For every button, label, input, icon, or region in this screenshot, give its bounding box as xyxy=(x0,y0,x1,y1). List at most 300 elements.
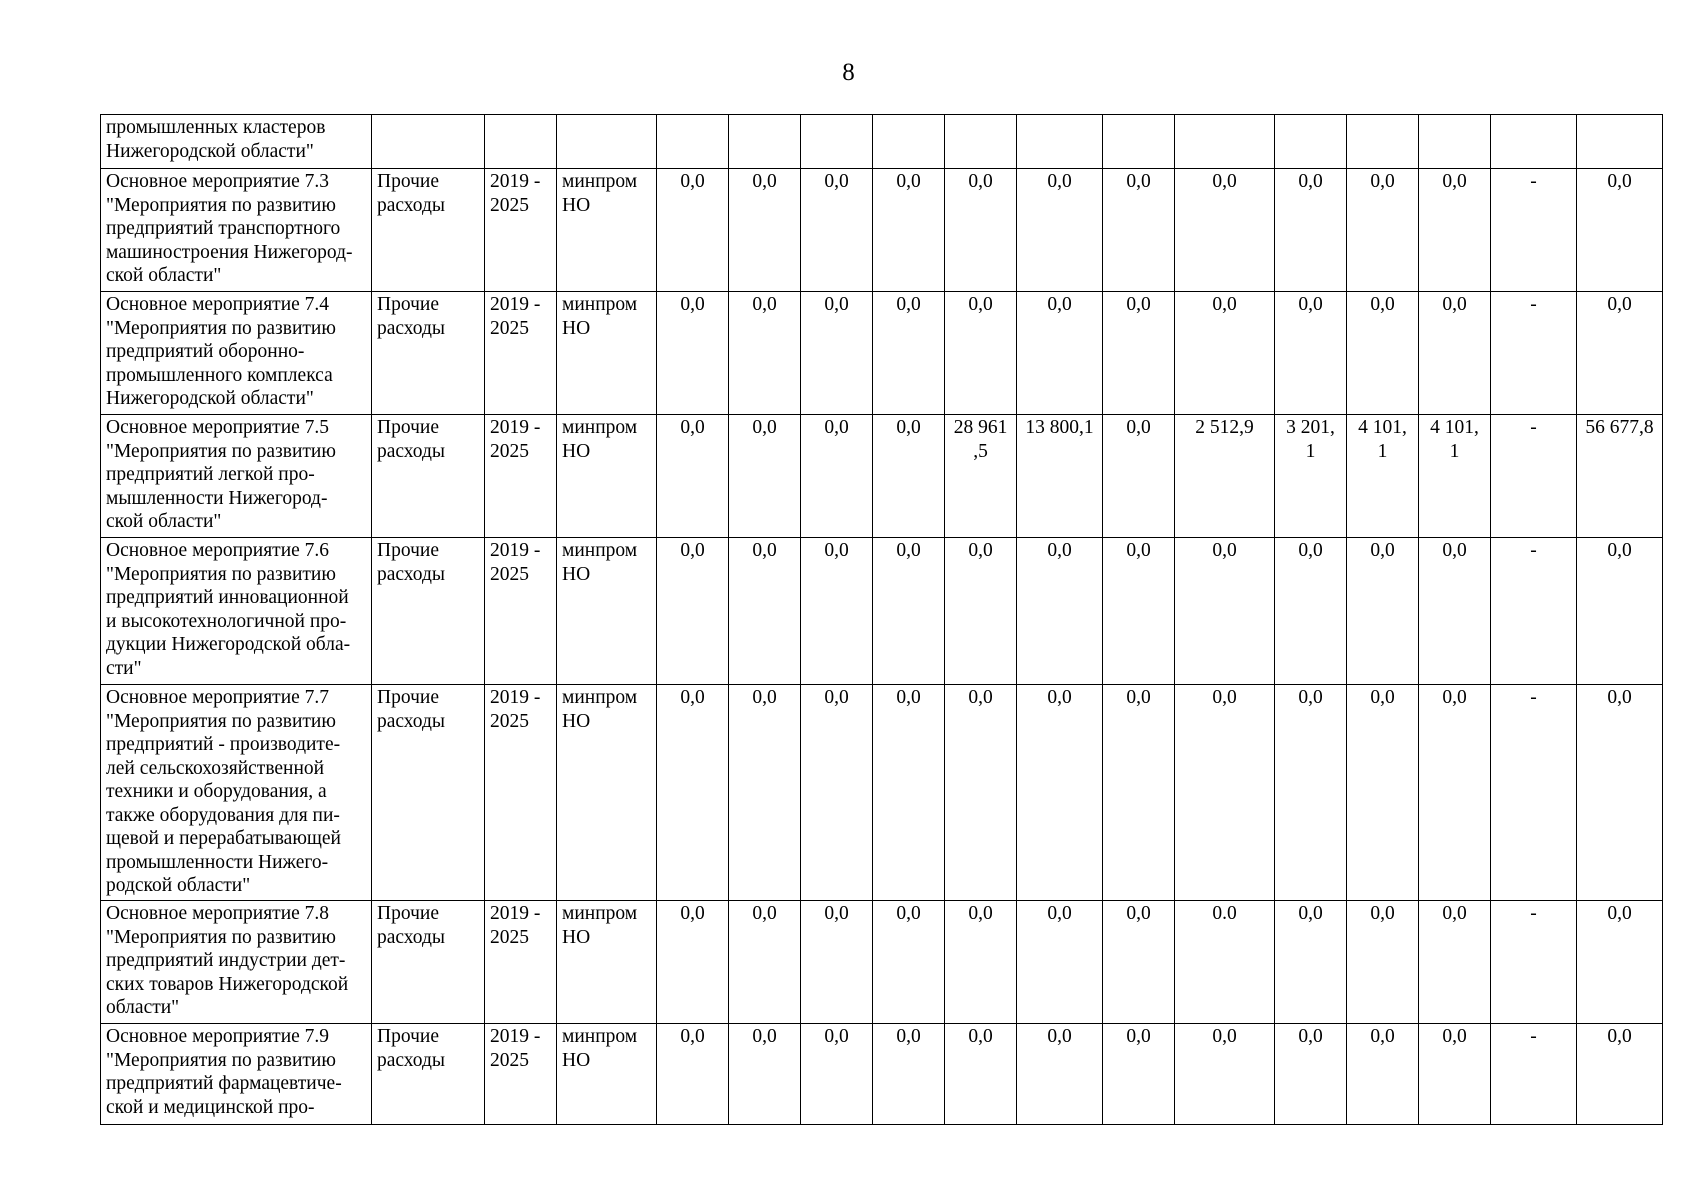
value-cell xyxy=(1419,415,1491,538)
cell-line: 2019 - xyxy=(490,687,541,708)
cell-line: промышленного комплекса xyxy=(106,364,333,386)
cell-line: 2019 - xyxy=(490,903,541,924)
value-cell xyxy=(729,1024,801,1125)
cell-line: области" xyxy=(106,997,180,1018)
cell-line: расходы xyxy=(377,926,446,948)
cell-line: 0,0 xyxy=(1298,1026,1323,1047)
expense-type-cell xyxy=(372,415,485,538)
period-cell xyxy=(485,1024,557,1125)
cell-line: 0,0 xyxy=(1212,540,1237,561)
cell-line: 0,0 xyxy=(680,687,705,708)
value-cell xyxy=(1275,415,1347,538)
activity-name-cell xyxy=(101,292,372,415)
value-cell xyxy=(729,685,801,901)
cell-line: 4 101, xyxy=(1430,417,1479,438)
cell-line: 0,0 xyxy=(896,540,921,561)
value-cell xyxy=(1347,292,1419,415)
value-cell xyxy=(657,685,729,901)
value-cell xyxy=(1491,169,1577,292)
cell-line: 0,0 xyxy=(896,1026,921,1047)
value-cell xyxy=(1347,685,1419,901)
table-row xyxy=(101,685,1663,901)
value-cell xyxy=(657,538,729,685)
cell-line: 0,0 xyxy=(752,171,777,192)
expense-type-cell xyxy=(372,292,485,415)
cell-line: 0,0 xyxy=(1370,1026,1395,1047)
table-row xyxy=(101,169,1663,292)
executor-cell xyxy=(557,685,657,901)
value-cell xyxy=(729,415,801,538)
cell-line: 0,0 xyxy=(1126,1026,1151,1047)
table-row xyxy=(101,901,1663,1024)
value-cell xyxy=(873,538,945,685)
value-cell xyxy=(1347,1024,1419,1125)
value-cell xyxy=(873,685,945,901)
value-cell xyxy=(729,292,801,415)
cell-line: 0,0 xyxy=(1126,903,1151,924)
value-cell xyxy=(1577,415,1663,538)
value-cell xyxy=(1347,169,1419,292)
cell-line: минпром xyxy=(562,687,638,708)
table-row xyxy=(101,292,1663,415)
cell-line: 1 xyxy=(1449,440,1460,462)
value-cell xyxy=(657,169,729,292)
cell-line: 0,0 xyxy=(1126,687,1151,708)
value-cell xyxy=(1419,538,1491,685)
executor-cell xyxy=(557,292,657,415)
cell-line: лей сельскохозяйственной xyxy=(106,757,325,779)
cell-line: "Мероприятия по развитию xyxy=(106,926,336,948)
value-cell xyxy=(801,538,873,685)
value-cell xyxy=(801,901,873,1024)
cell-line: 0,0 xyxy=(1607,1026,1632,1047)
activity-name-cell xyxy=(101,685,372,901)
value-cell xyxy=(1347,115,1419,169)
expense-type-cell xyxy=(372,115,485,169)
cell-line: - xyxy=(1530,687,1537,708)
value-cell xyxy=(1275,1024,1347,1125)
executor-cell xyxy=(557,169,657,292)
cell-line: 0,0 xyxy=(752,417,777,438)
cell-line: 0,0 xyxy=(1442,171,1467,192)
cell-line: 0,0 xyxy=(1442,1026,1467,1047)
value-cell xyxy=(1175,685,1275,901)
cell-line: "Мероприятия по развитию xyxy=(106,194,336,216)
cell-line: минпром xyxy=(562,294,638,315)
value-cell xyxy=(873,415,945,538)
value-cell xyxy=(1275,115,1347,169)
cell-line: 0,0 xyxy=(752,1026,777,1047)
value-cell xyxy=(945,685,1017,901)
value-cell xyxy=(1103,901,1175,1024)
cell-line: ских товаров Нижегородской xyxy=(106,973,349,995)
cell-line: 2019 - xyxy=(490,1026,541,1047)
cell-line: - xyxy=(1530,1026,1537,1047)
value-cell xyxy=(1491,538,1577,685)
value-cell xyxy=(801,169,873,292)
cell-line: 13 800,1 xyxy=(1025,417,1094,438)
value-cell xyxy=(1577,1024,1663,1125)
cell-line: 0,0 xyxy=(1126,417,1151,438)
cell-line: 2025 xyxy=(490,1049,529,1071)
value-cell xyxy=(1577,115,1663,169)
cell-line: 0,0 xyxy=(1298,171,1323,192)
cell-line: мышленности Нижегород- xyxy=(106,487,328,509)
cell-line: также оборудования для пи- xyxy=(106,804,340,826)
value-cell xyxy=(1103,115,1175,169)
executor-cell xyxy=(557,115,657,169)
value-cell xyxy=(945,538,1017,685)
value-cell xyxy=(873,115,945,169)
cell-line: ской области" xyxy=(106,511,222,532)
expense-type-cell xyxy=(372,901,485,1024)
cell-line: 0,0 xyxy=(1370,903,1395,924)
value-cell xyxy=(873,1024,945,1125)
cell-line: 2019 - xyxy=(490,171,541,192)
cell-line: 0,0 xyxy=(1047,687,1072,708)
value-cell xyxy=(1017,538,1103,685)
cell-line: щевой и перерабатывающей xyxy=(106,828,341,849)
cell-line: 0,0 xyxy=(1370,687,1395,708)
cell-line: "Мероприятия по развитию xyxy=(106,710,336,732)
cell-line: 0,0 xyxy=(680,171,705,192)
cell-line: НО xyxy=(562,563,591,585)
value-cell xyxy=(1491,115,1577,169)
value-cell xyxy=(1491,415,1577,538)
value-cell xyxy=(1419,169,1491,292)
cell-line: Основное мероприятие 7.3 xyxy=(106,171,330,192)
cell-line: предприятий оборонно- xyxy=(106,341,305,362)
value-cell xyxy=(801,115,873,169)
cell-line: 0,0 xyxy=(1607,171,1632,192)
cell-line: промышленных кластеров xyxy=(106,117,326,138)
executor-cell xyxy=(557,415,657,538)
cell-line: предприятий фармацевтиче- xyxy=(106,1073,342,1094)
cell-line: 0,0 xyxy=(824,1026,849,1047)
value-cell xyxy=(1419,901,1491,1024)
cell-line: 0,0 xyxy=(680,540,705,561)
cell-line: 0,0 xyxy=(752,294,777,315)
cell-line: НО xyxy=(562,194,591,216)
cell-line: расходы xyxy=(377,194,446,216)
expense-type-cell xyxy=(372,1024,485,1125)
value-cell xyxy=(1419,115,1491,169)
cell-line: ской и медицинской про- xyxy=(106,1096,315,1118)
executor-cell xyxy=(557,901,657,1024)
cell-line: Прочие xyxy=(377,417,439,438)
period-cell xyxy=(485,901,557,1024)
cell-line: минпром xyxy=(562,903,638,924)
cell-line: 0,0 xyxy=(968,171,993,192)
cell-line: - xyxy=(1530,294,1537,315)
value-cell xyxy=(1347,901,1419,1024)
cell-line: 0,0 xyxy=(680,903,705,924)
cell-line: расходы xyxy=(377,317,446,339)
cell-line: - xyxy=(1530,540,1537,561)
table-row xyxy=(101,115,1663,169)
cell-line: 0,0 xyxy=(896,687,921,708)
cell-line: "Мероприятия по развитию xyxy=(106,563,336,585)
value-cell xyxy=(873,901,945,1024)
cell-line: расходы xyxy=(377,563,446,585)
cell-line: Прочие xyxy=(377,171,439,192)
value-cell xyxy=(1017,292,1103,415)
cell-line: 0,0 xyxy=(896,903,921,924)
cell-line: минпром xyxy=(562,1026,638,1047)
cell-line: минпром xyxy=(562,540,638,561)
cell-line: 1 xyxy=(1305,440,1316,462)
value-cell xyxy=(1347,538,1419,685)
cell-line: 0,0 xyxy=(1298,903,1323,924)
cell-line: 0,0 xyxy=(824,294,849,315)
cell-line: 0,0 xyxy=(1370,294,1395,315)
cell-line: 0,0 xyxy=(896,171,921,192)
value-cell xyxy=(945,901,1017,1024)
cell-line: - xyxy=(1530,417,1537,438)
cell-line: 0,0 xyxy=(1047,540,1072,561)
cell-line: 0,0 xyxy=(1607,903,1632,924)
cell-line: 0,0 xyxy=(968,903,993,924)
value-cell xyxy=(945,415,1017,538)
period-cell xyxy=(485,415,557,538)
value-cell xyxy=(1347,415,1419,538)
cell-line: "Мероприятия по развитию xyxy=(106,1049,336,1071)
activity-name-cell xyxy=(101,1024,372,1125)
period-cell xyxy=(485,169,557,292)
cell-line: Основное мероприятие 7.6 xyxy=(106,540,330,561)
page-number: 8 xyxy=(842,59,855,86)
cell-line: Прочие xyxy=(377,1026,439,1047)
cell-line: 0,0 xyxy=(1298,687,1323,708)
cell-line: предприятий транспортного xyxy=(106,218,341,239)
value-cell xyxy=(1419,1024,1491,1125)
table-body xyxy=(101,115,1663,1125)
cell-line: 0,0 xyxy=(680,417,705,438)
cell-line: 0,0 xyxy=(896,417,921,438)
value-cell xyxy=(1175,115,1275,169)
period-cell xyxy=(485,538,557,685)
cell-line: 0,0 xyxy=(680,294,705,315)
cell-line: 0,0 xyxy=(1607,540,1632,561)
value-cell xyxy=(657,901,729,1024)
cell-line: Нижегородской области" xyxy=(106,388,314,409)
value-cell xyxy=(1419,685,1491,901)
cell-line: 0,0 xyxy=(1607,294,1632,315)
cell-line: НО xyxy=(562,317,591,339)
cell-line: 0,0 xyxy=(1047,1026,1072,1047)
executor-cell xyxy=(557,538,657,685)
cell-line: НО xyxy=(562,1049,591,1071)
cell-line: 0,0 xyxy=(1047,903,1072,924)
value-cell xyxy=(945,115,1017,169)
value-cell xyxy=(801,415,873,538)
cell-line: сти" xyxy=(106,657,142,679)
value-cell xyxy=(1275,169,1347,292)
cell-line: 0,0 xyxy=(1126,540,1151,561)
cell-line: 0,0 xyxy=(1298,294,1323,315)
cell-line: 0,0 xyxy=(680,1026,705,1047)
cell-line: 0,0 xyxy=(1370,540,1395,561)
cell-line: предприятий легкой про- xyxy=(106,464,315,485)
cell-line: 2019 - xyxy=(490,294,541,315)
cell-line: 2025 xyxy=(490,563,529,585)
value-cell xyxy=(657,115,729,169)
table-row xyxy=(101,1024,1663,1125)
table-row xyxy=(101,538,1663,685)
cell-line: 0,0 xyxy=(1212,294,1237,315)
cell-line: 56 677,8 xyxy=(1585,417,1654,438)
value-cell xyxy=(873,292,945,415)
value-cell xyxy=(657,292,729,415)
cell-line: 0,0 xyxy=(1047,294,1072,315)
value-cell xyxy=(1577,169,1663,292)
cell-line: 0,0 xyxy=(1607,687,1632,708)
cell-line: расходы xyxy=(377,710,446,732)
value-cell xyxy=(1491,685,1577,901)
cell-line: 0,0 xyxy=(968,540,993,561)
value-cell xyxy=(729,115,801,169)
value-cell xyxy=(1103,538,1175,685)
cell-line: 0,0 xyxy=(1212,1026,1237,1047)
cell-line: 2019 - xyxy=(490,417,541,438)
cell-line: Основное мероприятие 7.4 xyxy=(106,294,330,315)
value-cell xyxy=(1577,292,1663,415)
cell-line: "Мероприятия по развитию xyxy=(106,317,336,339)
value-cell xyxy=(1017,1024,1103,1125)
value-cell xyxy=(945,169,1017,292)
value-cell xyxy=(1275,901,1347,1024)
value-cell xyxy=(729,169,801,292)
cell-line: 0,0 xyxy=(968,1026,993,1047)
value-cell xyxy=(1419,292,1491,415)
cell-line: родской области" xyxy=(106,875,251,896)
expense-type-cell xyxy=(372,685,485,901)
period-cell xyxy=(485,685,557,901)
value-cell xyxy=(1017,685,1103,901)
value-cell xyxy=(1491,901,1577,1024)
budget-table xyxy=(100,114,1663,1125)
cell-line: 3 201, xyxy=(1286,417,1335,438)
expense-type-cell xyxy=(372,538,485,685)
value-cell xyxy=(1175,538,1275,685)
activity-name-cell xyxy=(101,538,372,685)
value-cell xyxy=(873,169,945,292)
value-cell xyxy=(1577,685,1663,901)
cell-line: 0,0 xyxy=(824,903,849,924)
value-cell xyxy=(801,1024,873,1125)
cell-line: 0,0 xyxy=(1212,687,1237,708)
cell-line: Прочие xyxy=(377,294,439,315)
cell-line: 0,0 xyxy=(896,294,921,315)
cell-line: промышленности Нижего- xyxy=(106,851,329,873)
cell-line: 0,0 xyxy=(824,171,849,192)
cell-line: 0,0 xyxy=(1442,687,1467,708)
cell-line: предприятий индустрии дет- xyxy=(106,950,346,971)
cell-line: 0,0 xyxy=(1126,171,1151,192)
cell-line: Основное мероприятие 7.7 xyxy=(106,687,330,708)
cell-line: минпром xyxy=(562,417,638,438)
cell-line: 2025 xyxy=(490,317,529,339)
cell-line: предприятий инновационной xyxy=(106,587,349,608)
value-cell xyxy=(1017,115,1103,169)
cell-line: дукции Нижегородской обла- xyxy=(106,634,351,655)
cell-line: Прочие xyxy=(377,687,439,708)
cell-line: Основное мероприятие 7.9 xyxy=(106,1026,330,1047)
value-cell xyxy=(1577,901,1663,1024)
cell-line: машиностроения Нижегород- xyxy=(106,241,353,263)
cell-line: 1 xyxy=(1377,440,1388,462)
cell-line: НО xyxy=(562,926,591,948)
cell-line: Нижегородской области" xyxy=(106,140,314,162)
cell-line: предприятий - производите- xyxy=(106,734,341,755)
value-cell xyxy=(1275,685,1347,901)
activity-name-cell xyxy=(101,115,372,169)
cell-line: 2025 xyxy=(490,440,529,462)
activity-name-cell xyxy=(101,169,372,292)
value-cell xyxy=(945,1024,1017,1125)
expense-type-cell xyxy=(372,169,485,292)
cell-line: 0,0 xyxy=(824,417,849,438)
value-cell xyxy=(1175,415,1275,538)
executor-cell xyxy=(557,1024,657,1125)
activity-name-cell xyxy=(101,901,372,1024)
period-cell xyxy=(485,292,557,415)
cell-line: 2019 - xyxy=(490,540,541,561)
value-cell xyxy=(945,292,1017,415)
cell-line: Прочие xyxy=(377,903,439,924)
cell-line: 0.0 xyxy=(1212,903,1237,924)
cell-line: 0,0 xyxy=(1370,171,1395,192)
cell-line: 0,0 xyxy=(1442,294,1467,315)
cell-line: Основное мероприятие 7.8 xyxy=(106,903,330,924)
value-cell xyxy=(1175,901,1275,1024)
cell-line: 0,0 xyxy=(1298,540,1323,561)
cell-line: 2 512,9 xyxy=(1195,417,1254,438)
cell-line: 0,0 xyxy=(1442,540,1467,561)
value-cell xyxy=(1103,415,1175,538)
value-cell xyxy=(657,415,729,538)
cell-line: 0,0 xyxy=(1047,171,1072,192)
cell-line: НО xyxy=(562,710,591,732)
value-cell xyxy=(801,292,873,415)
cell-line: и высокотехнологичной про- xyxy=(106,610,347,632)
period-cell xyxy=(485,115,557,169)
cell-line: 2025 xyxy=(490,194,529,216)
cell-line: 0,0 xyxy=(824,540,849,561)
cell-line: 0,0 xyxy=(752,687,777,708)
value-cell xyxy=(1175,169,1275,292)
cell-line: 0,0 xyxy=(824,687,849,708)
cell-line: 2025 xyxy=(490,926,529,948)
value-cell xyxy=(1103,685,1175,901)
cell-line: - xyxy=(1530,171,1537,192)
value-cell xyxy=(1103,169,1175,292)
cell-line: 2025 xyxy=(490,710,529,732)
value-cell xyxy=(657,1024,729,1125)
cell-line: 0,0 xyxy=(968,294,993,315)
activity-name-cell xyxy=(101,415,372,538)
value-cell xyxy=(729,901,801,1024)
value-cell xyxy=(1491,1024,1577,1125)
cell-line: 4 101, xyxy=(1358,417,1407,438)
cell-line: 0,0 xyxy=(1126,294,1151,315)
cell-line: расходы xyxy=(377,1049,446,1071)
cell-line: 0,0 xyxy=(1442,903,1467,924)
value-cell xyxy=(1175,292,1275,415)
cell-line: минпром xyxy=(562,171,638,192)
cell-line: техники и оборудования, а xyxy=(106,781,327,802)
value-cell xyxy=(1175,1024,1275,1125)
